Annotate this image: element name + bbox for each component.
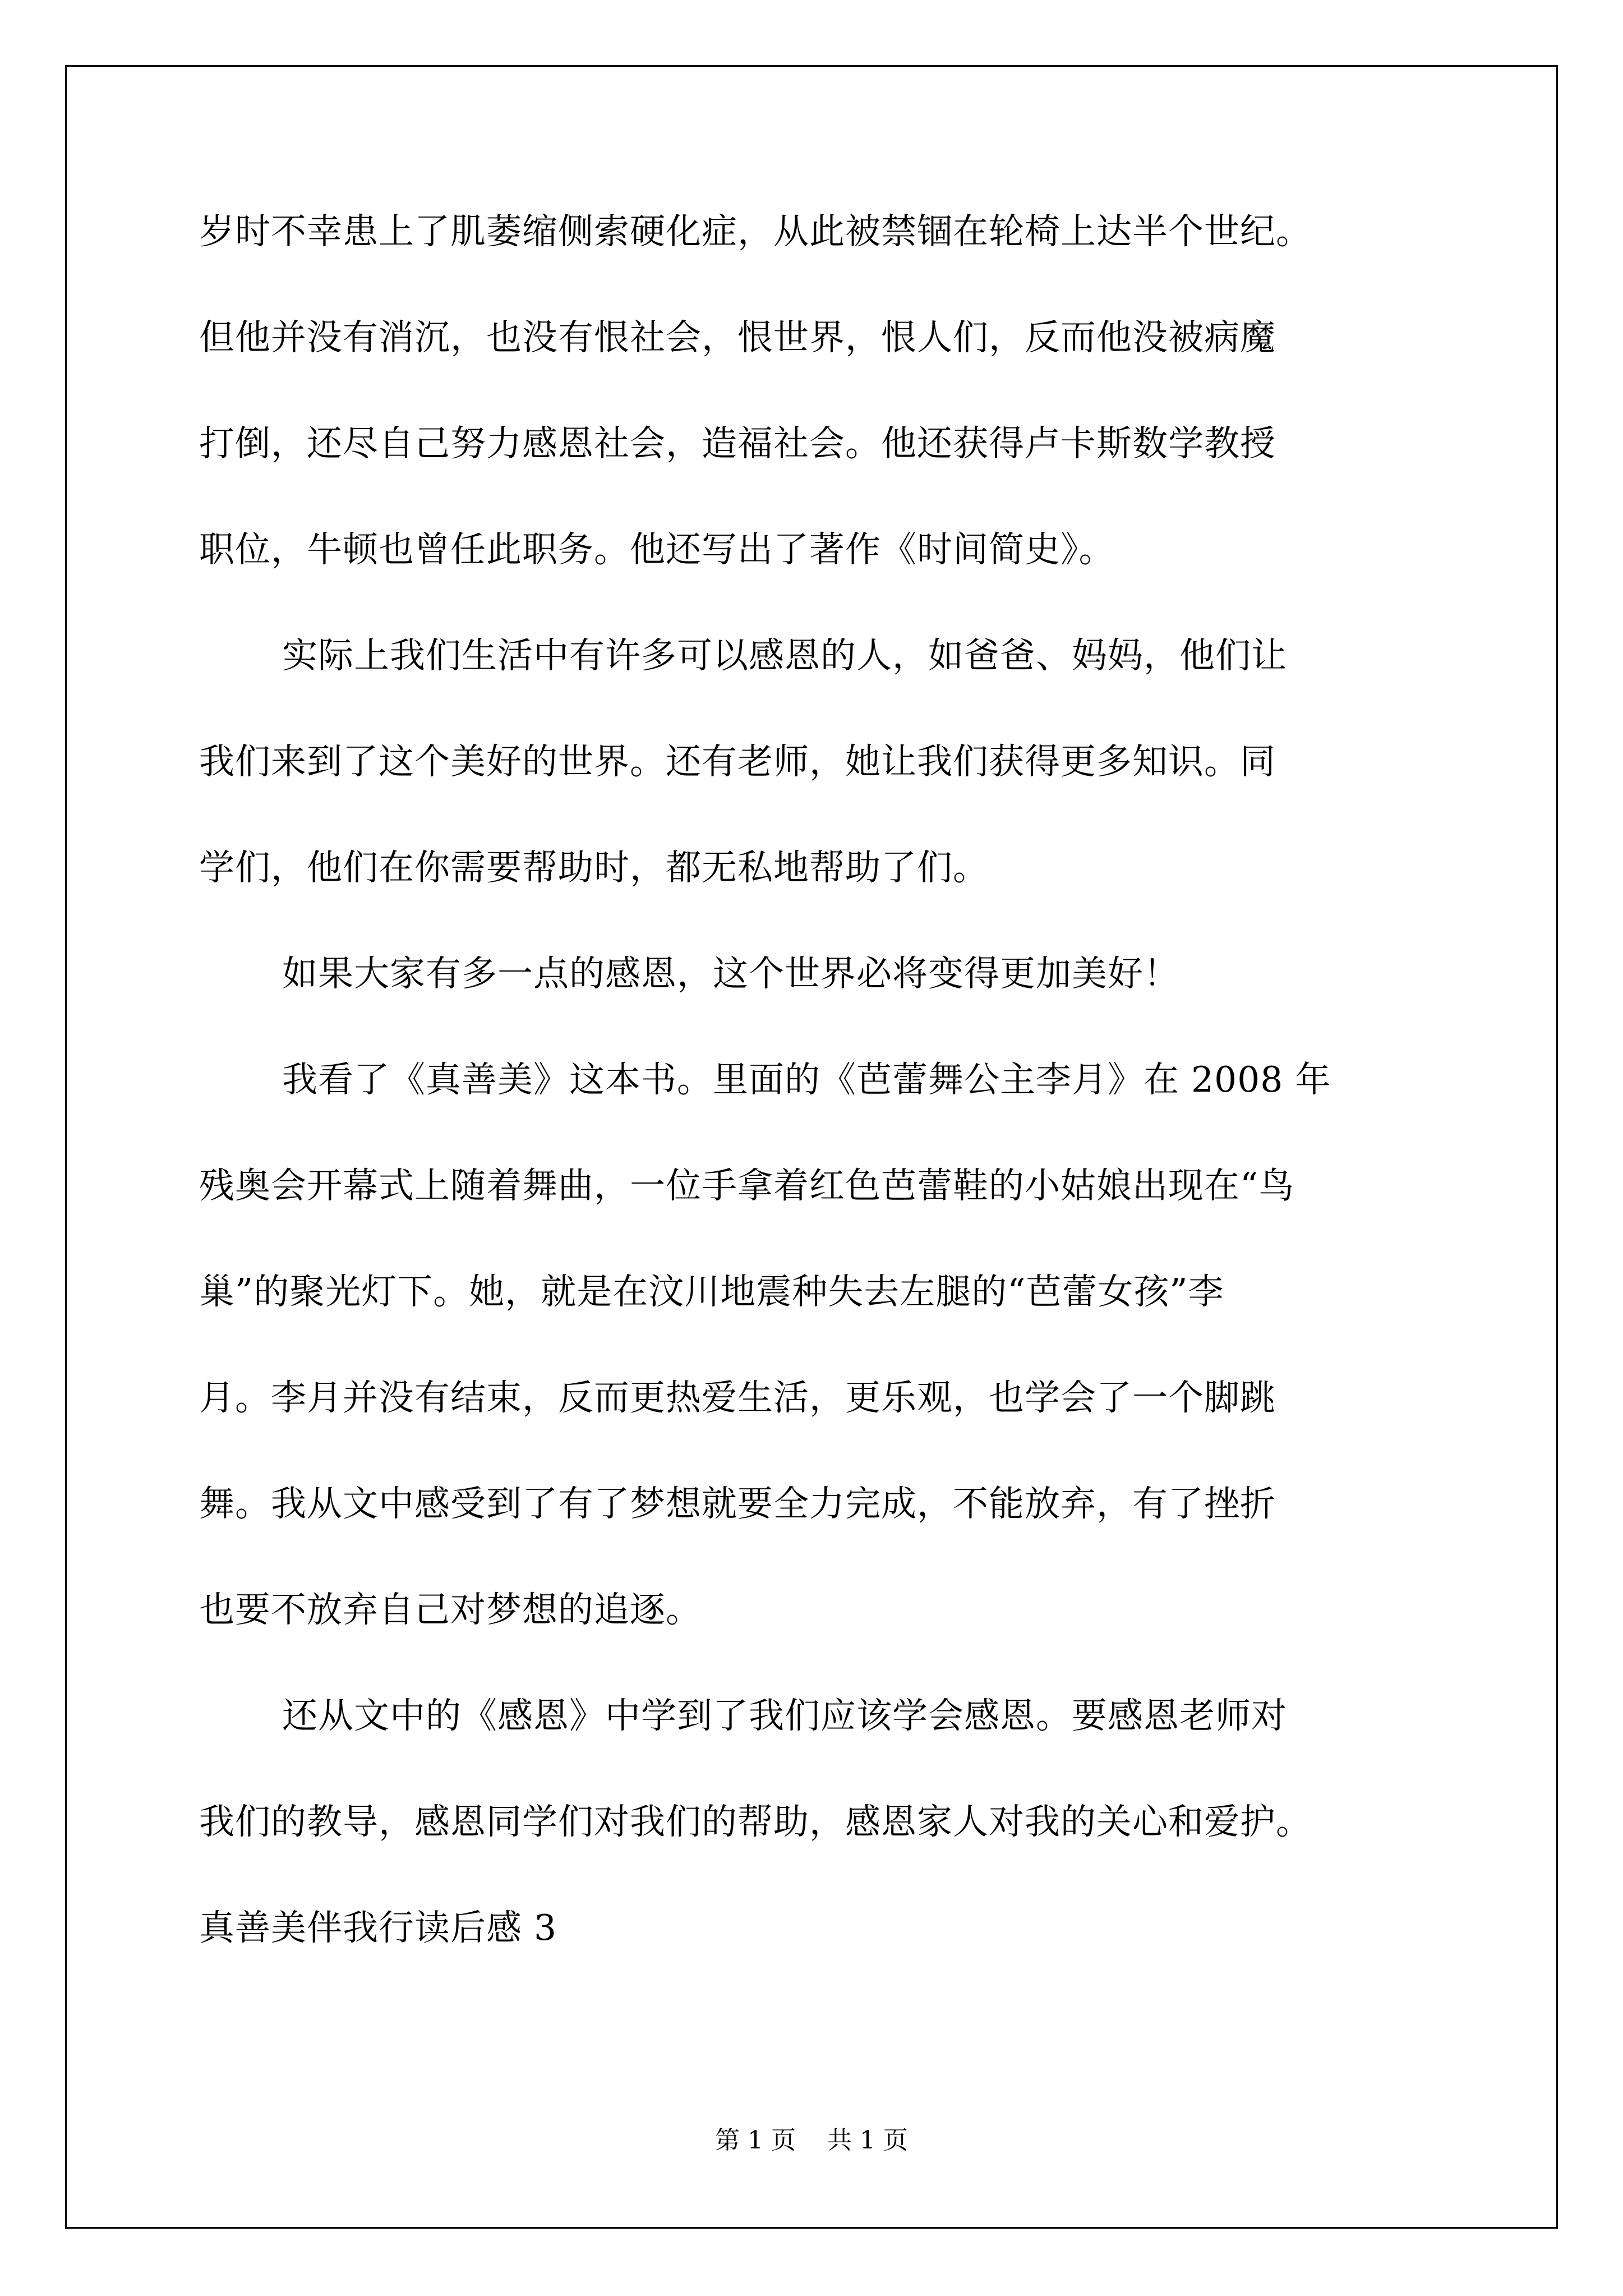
text-line-5: 实际上我们生活中有许多可以感恩的人，如爸爸、妈妈，他们让	[282, 635, 1287, 676]
text-line-2: 但他并没有消沉，也没有恨社会，恨世界，恨人们，反而他没被病魔	[199, 317, 1276, 358]
text-line-15: 还从文中的《感恩》中学到了我们应该学会感恩。要感恩老师对	[282, 1695, 1287, 1736]
page-footer: 第 1 页 共 1 页	[715, 2126, 908, 2155]
text-line-12: 月。李月并没有结束，反而更热爱生活，更乐观，也学会了一个脚跳	[199, 1377, 1276, 1418]
text-line-3: 打倒，还尽自己努力感恩社会，造福社会。他还获得卢卡斯数学教授	[199, 423, 1276, 464]
text-line-11: 巢”的聚光灯下。她，就是在汶川地震种失去左腿的“芭蕾女孩”李	[199, 1271, 1224, 1312]
text-line-14: 也要不放弃自己对梦想的追逐。	[199, 1589, 702, 1630]
text-line-6: 我们来到了这个美好的世界。还有老师，她让我们获得更多知识。同	[199, 741, 1276, 782]
section-heading: 真善美伴我行读后感 3	[199, 1907, 557, 1948]
text-line-10: 残奥会开幕式上随着舞曲，一位手拿着红色芭蕾鞋的小姑娘出现在“鸟	[199, 1165, 1295, 1206]
text-line-9: 我看了《真善美》这本书。里面的《芭蕾舞公主李月》在 2008 年	[282, 1059, 1331, 1100]
document-body	[199, 202, 1467, 2004]
text-line-16: 我们的教导，感恩同学们对我们的帮助，感恩家人对我的关心和爱护。	[199, 1801, 1312, 1842]
text-line-4: 职位，牛顿也曾任此职务。他还写出了著作《时间简史》。	[199, 529, 1115, 570]
text-line-1: 岁时不幸患上了肌萎缩侧索硬化症，从此被禁锢在轮椅上达半个世纪。	[199, 211, 1312, 252]
text-line-8: 如果大家有多一点的感恩，这个世界必将变得更加美好！	[282, 953, 1179, 994]
text-line-7: 学们，他们在你需要帮助时，都无私地帮助了们。	[199, 847, 989, 888]
text-line-13: 舞。我从文中感受到了有了梦想就要全力完成，不能放弃，有了挫折	[199, 1483, 1276, 1524]
